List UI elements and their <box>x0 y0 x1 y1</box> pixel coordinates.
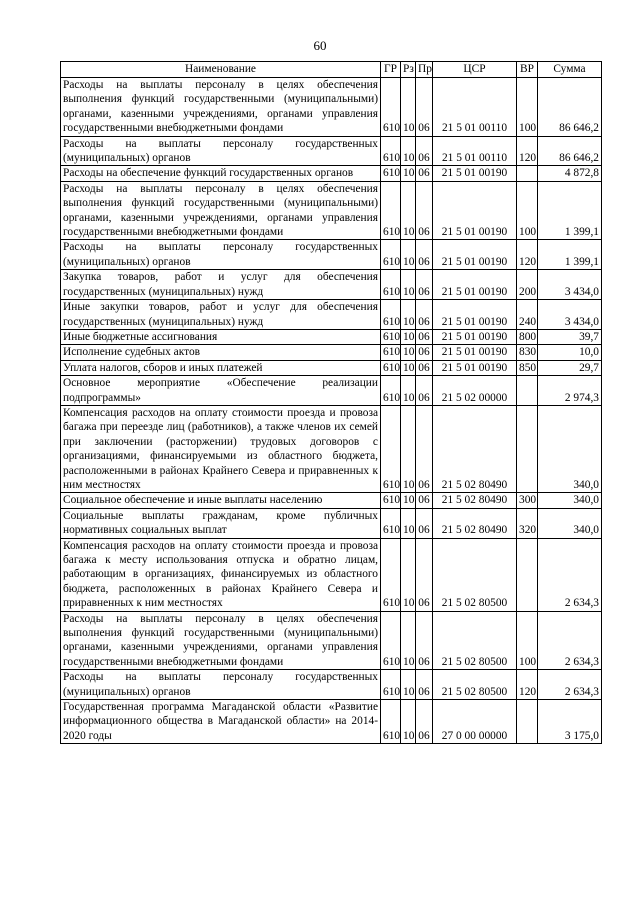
cell-rz: 10 <box>401 78 416 137</box>
cell-vr <box>517 166 538 181</box>
cell-csr: 21 5 01 00190 <box>433 300 517 330</box>
cell-vr: 850 <box>517 360 538 375</box>
cell-gr: 610 <box>381 300 401 330</box>
table-row <box>61 300 602 330</box>
header-gr: ГР <box>381 62 401 78</box>
cell-sum: 3 175,0 <box>538 700 602 744</box>
cell-vr: 300 <box>517 493 538 508</box>
cell-vr: 830 <box>517 345 538 360</box>
cell-csr: 21 5 01 00110 <box>433 136 517 166</box>
cell-name: Социальные выплаты гражданам, кроме публичных нормативных социальных выплат <box>61 508 381 538</box>
cell-pr: 06 <box>416 166 433 181</box>
cell-pr: 06 <box>416 181 433 240</box>
cell-csr: 21 5 01 00190 <box>433 360 517 375</box>
cell-csr: 21 5 02 80490 <box>433 405 517 492</box>
cell-sum: 3 434,0 <box>538 300 602 330</box>
cell-vr: 120 <box>517 240 538 270</box>
cell-sum: 10,0 <box>538 345 602 360</box>
cell-csr: 21 5 02 00000 <box>433 376 517 406</box>
cell-rz: 10 <box>401 181 416 240</box>
cell-gr: 610 <box>381 405 401 492</box>
cell-csr: 21 5 02 80490 <box>433 508 517 538</box>
cell-pr: 06 <box>416 508 433 538</box>
cell-pr: 06 <box>416 345 433 360</box>
cell-csr: 21 5 01 00190 <box>433 240 517 270</box>
budget-table <box>60 61 602 744</box>
cell-vr <box>517 405 538 492</box>
cell-pr: 06 <box>416 300 433 330</box>
table-row <box>61 181 602 240</box>
cell-pr: 06 <box>416 611 433 670</box>
cell-csr: 21 5 02 80490 <box>433 493 517 508</box>
cell-gr: 610 <box>381 345 401 360</box>
cell-pr: 06 <box>416 329 433 344</box>
cell-gr: 610 <box>381 360 401 375</box>
cell-sum: 39,7 <box>538 329 602 344</box>
cell-sum: 340,0 <box>538 493 602 508</box>
cell-vr: 800 <box>517 329 538 344</box>
header-pr: Пр <box>416 62 433 78</box>
cell-name: Иные бюджетные ассигнования <box>61 329 381 344</box>
cell-name: Расходы на выплаты персоналу в целях обеспечения выполнения функций государственными (муниципальными) органами, казенными учреждениями, органами управления государственными внебюджетными фондами <box>61 78 381 137</box>
cell-sum: 3 434,0 <box>538 270 602 300</box>
table-row <box>61 700 602 744</box>
cell-csr: 27 0 00 00000 <box>433 700 517 744</box>
cell-sum: 340,0 <box>538 508 602 538</box>
cell-vr: 240 <box>517 300 538 330</box>
table-row <box>61 670 602 700</box>
table-row <box>61 329 602 344</box>
cell-pr: 06 <box>416 670 433 700</box>
cell-vr: 120 <box>517 136 538 166</box>
table-row <box>61 136 602 166</box>
cell-vr: 100 <box>517 611 538 670</box>
cell-pr: 06 <box>416 538 433 611</box>
cell-name: Основное мероприятие «Обеспечение реализации подпрограммы» <box>61 376 381 406</box>
cell-sum: 2 634,3 <box>538 611 602 670</box>
table-row <box>61 376 602 406</box>
cell-sum: 29,7 <box>538 360 602 375</box>
cell-gr: 610 <box>381 329 401 344</box>
cell-gr: 610 <box>381 670 401 700</box>
cell-rz: 10 <box>401 376 416 406</box>
header-sum: Сумма <box>538 62 602 78</box>
cell-name: Расходы на выплаты персоналу государственных (муниципальных) органов <box>61 240 381 270</box>
cell-name: Государственная программа Магаданской области «Развитие информационного общества в Магаданской области» на 2014-2020 годы <box>61 700 381 744</box>
cell-gr: 610 <box>381 611 401 670</box>
cell-name: Расходы на обеспечение функций государственных органов <box>61 166 381 181</box>
cell-pr: 06 <box>416 360 433 375</box>
cell-rz: 10 <box>401 493 416 508</box>
cell-rz: 10 <box>401 270 416 300</box>
table-header-row <box>61 62 602 78</box>
table-row <box>61 345 602 360</box>
cell-csr: 21 5 01 00190 <box>433 329 517 344</box>
cell-csr: 21 5 02 80500 <box>433 538 517 611</box>
cell-vr: 100 <box>517 181 538 240</box>
cell-vr: 100 <box>517 78 538 137</box>
cell-name: Расходы на выплаты персоналу государственных (муниципальных) органов <box>61 670 381 700</box>
cell-pr: 06 <box>416 270 433 300</box>
cell-pr: 06 <box>416 376 433 406</box>
cell-csr: 21 5 02 80500 <box>433 670 517 700</box>
cell-sum: 2 634,3 <box>538 538 602 611</box>
cell-sum: 4 872,8 <box>538 166 602 181</box>
header-vr: ВР <box>517 62 538 78</box>
table-row <box>61 538 602 611</box>
cell-csr: 21 5 01 00190 <box>433 166 517 181</box>
cell-gr: 610 <box>381 166 401 181</box>
cell-pr: 06 <box>416 240 433 270</box>
cell-gr: 610 <box>381 538 401 611</box>
header-rz: Рз <box>401 62 416 78</box>
cell-rz: 10 <box>401 166 416 181</box>
table-row <box>61 611 602 670</box>
cell-rz: 10 <box>401 345 416 360</box>
cell-sum: 1 399,1 <box>538 181 602 240</box>
cell-name: Закупка товаров, работ и услуг для обеспечения государственных (муниципальных) нужд <box>61 270 381 300</box>
cell-rz: 10 <box>401 538 416 611</box>
header-csr: ЦСР <box>433 62 517 78</box>
cell-csr: 21 5 01 00190 <box>433 181 517 240</box>
cell-name: Социальное обеспечение и иные выплаты населению <box>61 493 381 508</box>
cell-rz: 10 <box>401 360 416 375</box>
table-row <box>61 508 602 538</box>
table-body <box>61 78 602 744</box>
cell-gr: 610 <box>381 508 401 538</box>
cell-rz: 10 <box>401 300 416 330</box>
cell-rz: 10 <box>401 611 416 670</box>
cell-gr: 610 <box>381 136 401 166</box>
cell-vr <box>517 376 538 406</box>
cell-sum: 86 646,2 <box>538 78 602 137</box>
cell-pr: 06 <box>416 78 433 137</box>
cell-csr: 21 5 01 00190 <box>433 345 517 360</box>
cell-pr: 06 <box>416 493 433 508</box>
cell-gr: 610 <box>381 493 401 508</box>
cell-name: Компенсация расходов на оплату стоимости проезда и провоза багажа при переезде лиц (работников), а также членов их семей при заключении (расторжении) трудовых договоров с организациями, финансируемыми из областного бюджета, расположенными в районах Крайнего Севера и приравненных к ним местностях <box>61 405 381 492</box>
table-row <box>61 166 602 181</box>
cell-name: Расходы на выплаты персоналу в целях обеспечения выполнения функций государственными (муниципальными) органами, казенными учреждениями, органами управления государственными внебюджетными фондами <box>61 611 381 670</box>
cell-rz: 10 <box>401 136 416 166</box>
cell-name: Расходы на выплаты персоналу государственных (муниципальных) органов <box>61 136 381 166</box>
cell-rz: 10 <box>401 508 416 538</box>
cell-gr: 610 <box>381 700 401 744</box>
cell-gr: 610 <box>381 240 401 270</box>
cell-name: Иные закупки товаров, работ и услуг для обеспечения государственных (муниципальных) нужд <box>61 300 381 330</box>
cell-sum: 2 974,3 <box>538 376 602 406</box>
cell-pr: 06 <box>416 405 433 492</box>
table-row <box>61 360 602 375</box>
cell-sum: 1 399,1 <box>538 240 602 270</box>
cell-vr <box>517 538 538 611</box>
cell-vr: 200 <box>517 270 538 300</box>
cell-gr: 610 <box>381 270 401 300</box>
page-number: 60 <box>313 38 327 53</box>
cell-rz: 10 <box>401 240 416 270</box>
cell-vr <box>517 700 538 744</box>
cell-vr: 120 <box>517 670 538 700</box>
table-row <box>61 78 602 137</box>
cell-vr: 320 <box>517 508 538 538</box>
cell-gr: 610 <box>381 78 401 137</box>
cell-name: Компенсация расходов на оплату стоимости проезда и провоза багажа к месту использования отпуска и обратно лицам, работающим в организациях, финансируемых из областного бюджета, расположенных в районах Крайнего Севера и приравненных к ним местностях <box>61 538 381 611</box>
cell-gr: 610 <box>381 181 401 240</box>
cell-csr: 21 5 01 00190 <box>433 270 517 300</box>
cell-csr: 21 5 01 00110 <box>433 78 517 137</box>
cell-sum: 340,0 <box>538 405 602 492</box>
cell-rz: 10 <box>401 329 416 344</box>
cell-name: Уплата налогов, сборов и иных платежей <box>61 360 381 375</box>
table-row <box>61 493 602 508</box>
cell-rz: 10 <box>401 700 416 744</box>
header-name: Наименование <box>61 62 381 78</box>
cell-csr: 21 5 02 80500 <box>433 611 517 670</box>
table-row <box>61 240 602 270</box>
cell-pr: 06 <box>416 700 433 744</box>
cell-gr: 610 <box>381 376 401 406</box>
cell-sum: 86 646,2 <box>538 136 602 166</box>
table-row <box>61 405 602 492</box>
cell-pr: 06 <box>416 136 433 166</box>
cell-name: Расходы на выплаты персоналу в целях обеспечения выполнения функций государственными (муниципальными) органами, казенными учреждениями, органами управления государственными внебюджетными фондами <box>61 181 381 240</box>
cell-rz: 10 <box>401 670 416 700</box>
cell-name: Исполнение судебных актов <box>61 345 381 360</box>
table-row <box>61 270 602 300</box>
cell-rz: 10 <box>401 405 416 492</box>
cell-sum: 2 634,3 <box>538 670 602 700</box>
